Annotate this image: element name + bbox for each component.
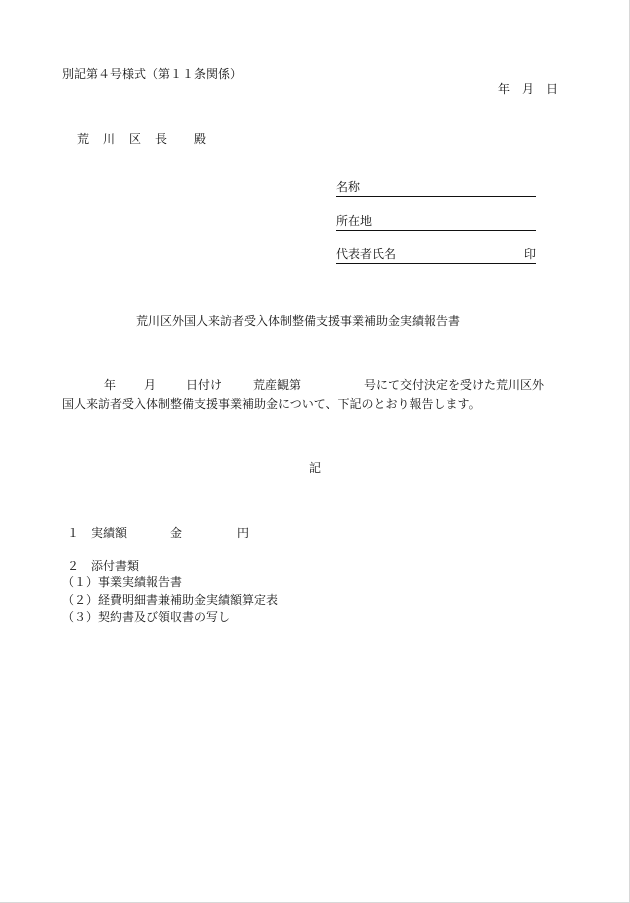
item1-number: １ <box>67 526 80 540</box>
item2-number: ２ <box>67 559 80 573</box>
body-year: 年 <box>104 378 117 392</box>
name-label: 名称 <box>336 180 361 194</box>
ki-heading: 記 <box>309 461 322 475</box>
date-line: 年 月 日 <box>498 82 559 96</box>
attachment-item: （２）経費明細書兼補助金実績額算定表 <box>62 593 279 607</box>
body-line1-rest: 号にて交付決定を受けた荒川区外 <box>364 378 545 392</box>
body-day: 日付け <box>186 378 223 392</box>
attachment-item: （３）契約書及び領収書の写し <box>62 610 231 624</box>
representative-label: 代表者氏名 <box>336 247 397 261</box>
representative-underline <box>336 263 536 264</box>
name-underline <box>336 196 536 197</box>
body-month: 月 <box>144 378 157 392</box>
seal-mark: 印 <box>523 247 536 261</box>
item1-kin: 金 <box>170 526 183 540</box>
attachment-item: （１）事業実績報告書 <box>62 575 183 589</box>
item2-label: 添付書類 <box>91 559 140 573</box>
address-underline <box>336 230 536 231</box>
address-label: 所在地 <box>336 214 373 228</box>
body-line2: 国人来訪者受入体制整備支援事業補助金について、下記のとおり報告します。 <box>62 397 481 411</box>
item1-yen: 円 <box>237 526 250 540</box>
recipient-representative-field[interactable] <box>336 246 536 262</box>
recipient-address-field[interactable] <box>336 213 536 229</box>
document-title: 荒川区外国人来訪者受入体制整備支援事業補助金実績報告書 <box>136 314 461 328</box>
addressee: 荒 川 区 長 殿 <box>77 132 208 146</box>
item1-label: 実績額 <box>91 526 128 540</box>
form-code: 別記第４号様式（第１１条関係） <box>62 67 243 81</box>
recipient-name-field[interactable] <box>336 179 536 195</box>
body-decision-number: 荒産観第 <box>253 378 302 392</box>
